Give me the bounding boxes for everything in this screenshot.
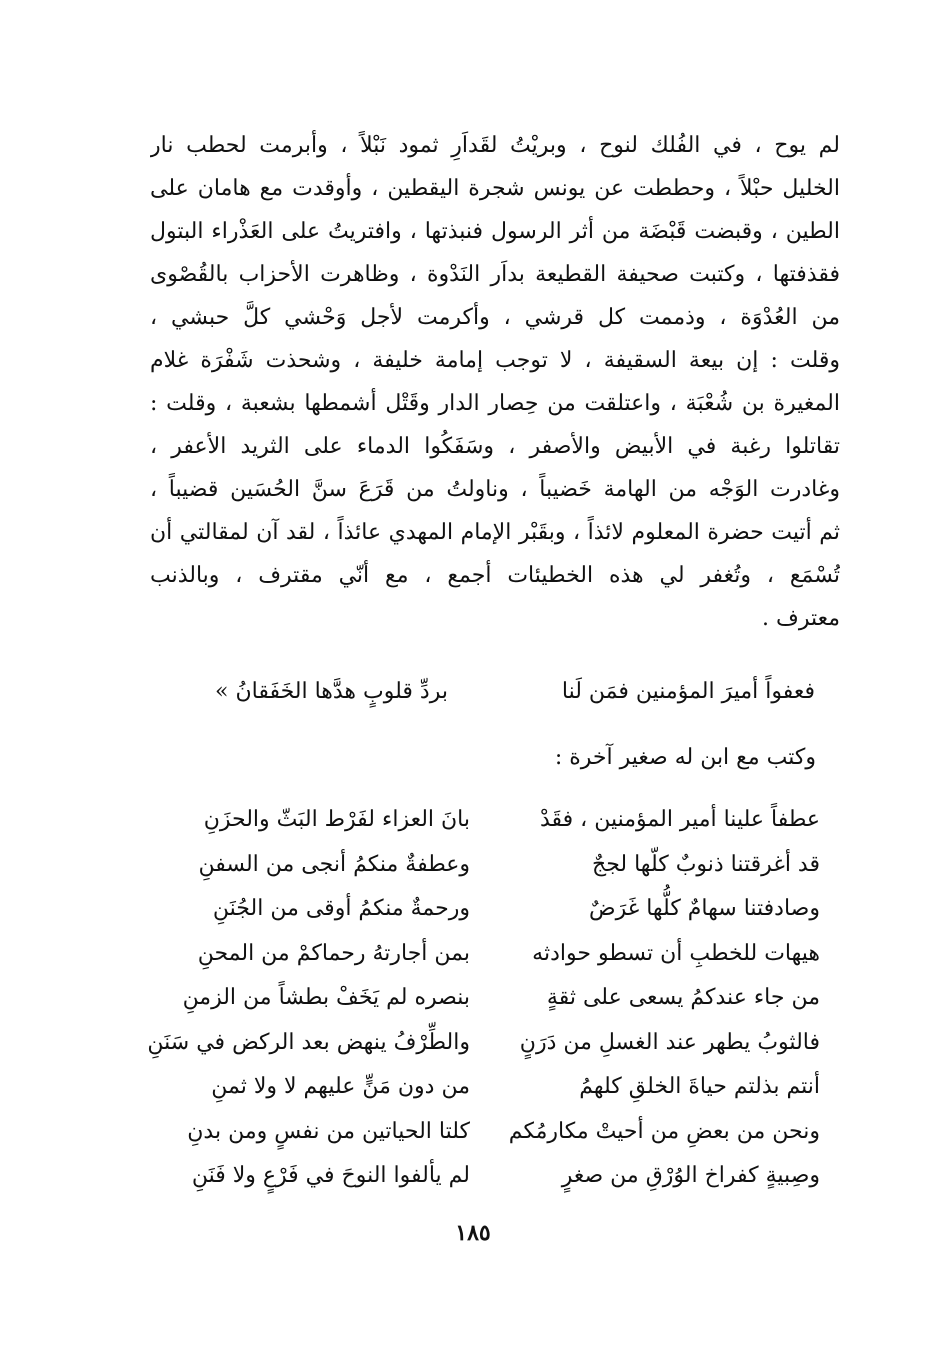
prose-line: معترف . bbox=[762, 606, 840, 631]
poem-verse bbox=[160, 932, 820, 977]
prose-line: تُسْمَع ، وتُغفر لي هذه الخطيئات أجمع ، مع أنّي مقترف ، وبالذنب bbox=[150, 563, 840, 588]
verse-second-hemistich: بانَ العزاء لفَرْط البَثّ والحزَنِ bbox=[203, 807, 470, 832]
verse-second-hemistich: بنصره لم يَخَفْ بطشاً من الزمنِ bbox=[182, 985, 470, 1010]
verse-first-hemistich: فالثوبُ يطهر عند الغسلِ من دَرَنٍ bbox=[519, 1029, 820, 1055]
page-number: ١٨٥ bbox=[455, 1220, 491, 1246]
prose-paragraph bbox=[150, 124, 840, 640]
poem-verse bbox=[160, 843, 820, 888]
prose-line: وقلت : إن بيعة السقيفة ، لا توجب إمامة خليفة ، وشحذت شَفْرَة غلام bbox=[150, 348, 840, 373]
verse-second-hemistich: من دون مَنٍّ عليهم لا ولا ثمنِ bbox=[211, 1074, 470, 1099]
verse-first-hemistich: ونحن من بعضِ من أحيتْ مكارمُكم bbox=[508, 1118, 820, 1144]
poem-verse bbox=[160, 1065, 820, 1110]
verse-second-hemistich: وعطفةٌ منكمُ أنجى من السفنِ bbox=[198, 851, 470, 877]
verse-second-hemistich: بردِّ قلوبٍ هدَّها الخَفَقانُ » bbox=[215, 679, 448, 704]
verse-first-hemistich: قد أغرقتنا ذنوبٌ كلّها لججٌ bbox=[592, 851, 820, 877]
verse-first-hemistich: فعفواً أميرَ المؤمنين فمَن لَنا bbox=[561, 679, 815, 704]
poem-verse bbox=[160, 1154, 820, 1199]
poem bbox=[147, 798, 820, 1199]
poem-verse bbox=[160, 798, 820, 843]
verse-first-hemistich: وصادفتنا سهامٌ كلُّها غَرَضٌ bbox=[588, 896, 820, 921]
verse-second-hemistich: بمن أجارتهُ رحماكمْ من المحنِ bbox=[197, 940, 470, 966]
verse-first-hemistich: وصِبيةٍ كفراخ الوُرْقِ من صغرٍ bbox=[561, 1163, 820, 1188]
verse-first-hemistich: عطفاً علينا أمير المؤمنين ، فقَدْ bbox=[539, 807, 820, 832]
prose-line: الطين ، وقبضت قَبْضَة من أثر الرسول فنبذتها ، وافتريتُ على العَذْراء البتول bbox=[150, 219, 840, 244]
prose-line: تقاتلوا رغبة في الأبيض والأصفر ، وسَفَكُوا الدماء على الثريد الأعفر ، bbox=[150, 434, 840, 459]
poem-verse bbox=[147, 1021, 820, 1066]
verse-second-hemistich: ورحمةٌ منكمُ أوقى من الجُنَنِ bbox=[212, 896, 470, 921]
verse-first-hemistich: هيهات للخطبِ أن تسطو حوادثه bbox=[532, 940, 820, 966]
prose-line: المغيرة بن شُعْبَة ، واعتلقت من حِصار الدار وقَتْل أشمطها بشعبة ، وقلت : bbox=[150, 391, 840, 416]
prose-line: الخليل حبْلاً ، وحططت عن يونس شجرة اليقطين ، وأوقدت مع هامان على bbox=[150, 176, 840, 201]
prose-line: ثم أتيت حضرة المعلوم لائذاً ، وبقَبْر الإمام المهدي عائذاً ، لقد آن لمقالتي أن bbox=[150, 520, 840, 545]
verse-second-hemistich: والطِّرْفُ ينهض بعد الركض في سَنَنِ bbox=[147, 1029, 470, 1055]
poem-introduction: وكتب مع ابن له صغير آخرة : bbox=[554, 745, 816, 770]
prose-line: لم يوح ، في الفُلك لنوح ، وبريْتُ لقَداَرِ ثمود نَبْلاً ، وأبرمت لحطب نار bbox=[150, 133, 840, 158]
prose-line: فقذفتها ، وكتبت صحيفة القطيعة بداَر النَدْوة ، وظاهرت الأحزاب بالقُصْوى bbox=[150, 262, 840, 287]
poem-verse bbox=[160, 1110, 820, 1155]
poem-verse bbox=[160, 976, 820, 1021]
verse-second-hemistich: كلتا الحياتين من نفسٍ ومن بدنِ bbox=[187, 1118, 470, 1144]
poem-verse bbox=[160, 887, 820, 932]
verse-second-hemistich: لم يألفوا النوحَ في فَرْعٍ ولا فَنَنِ bbox=[191, 1163, 470, 1188]
prose-line: من العُدْوَة ، وذممت كل قرشي ، وأكرمت لأجل وَحْشي كلَّ حبشي ، bbox=[150, 305, 840, 330]
verse-first-hemistich: أنتم بذلتم حياةَ الخلقِ كلهمُ bbox=[579, 1074, 820, 1099]
quoted-verse bbox=[215, 672, 815, 712]
verse-first-hemistich: من جاء عندكمُ يسعى على ثقةٍ bbox=[546, 985, 820, 1010]
prose-line: وغادرت الوَجْه من الهامة خَضيباً ، وناولتُ من قَرَعَ سنَّ الحُسَين قضيباً ، bbox=[150, 477, 840, 502]
